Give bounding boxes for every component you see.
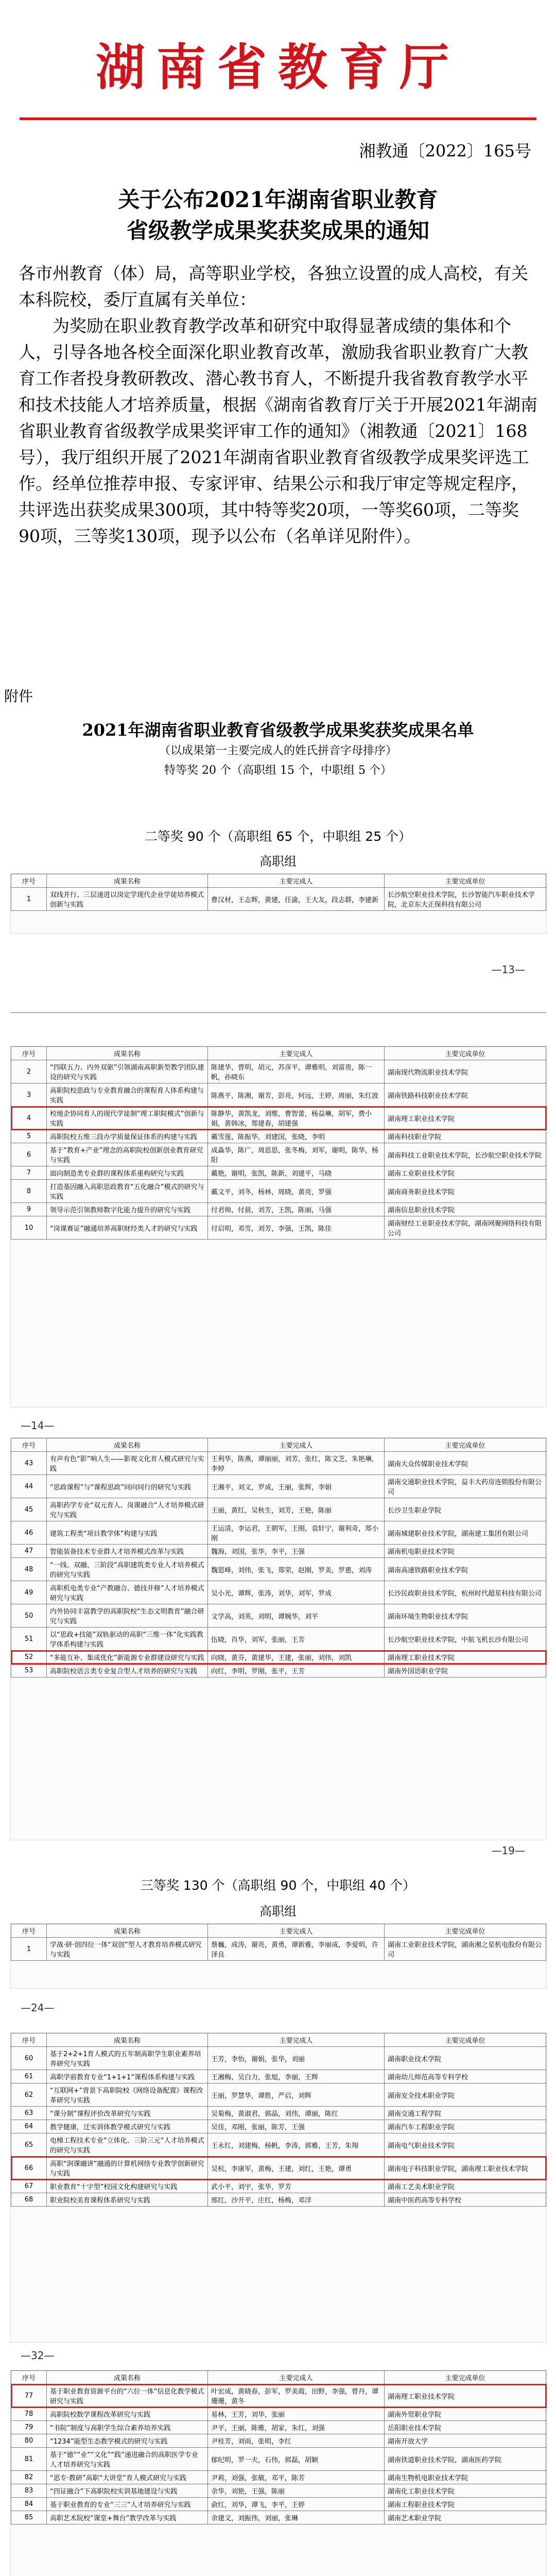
- table-row: [11, 2180, 546, 2193]
- header-name: 成果名称: [47, 1438, 208, 1452]
- header-idx: 序号: [11, 874, 47, 888]
- table-row: [11, 2047, 546, 2070]
- row-name: “四联五力、内外双驱”引领湖南高职新型教学团队建设的研究与实践: [47, 1060, 208, 1083]
- row-name: 面向制造类专业群的课程体系重构研究与实践: [47, 1166, 208, 1180]
- row-unit: 湖南工艺美术职业学院: [385, 2180, 546, 2193]
- row-people: 尹平，王丽，陈雅，胡家，朱红，刘强: [208, 2421, 385, 2434]
- row-unit: 湖南工业职业技术学院，湖南湘之星机电股份有限公司: [385, 1938, 546, 1961]
- row-people: 戴文平，刘冬，杨林，周晓，黄亮，罗强: [208, 1180, 385, 1203]
- row-name: 基于2+2+1育人模式的五年制高职学生职业素养培养研究与实践: [47, 2047, 208, 2070]
- row-name: 高职院校语言类专业复合型人才培养的研究与实践: [47, 1664, 208, 1677]
- special-prize-summary: 特等奖 20 个（高职组 15 个，中职组 5 个）: [164, 764, 392, 777]
- table-row: [11, 1060, 546, 1083]
- row-name: 学战·研·创四位一体“双创”型人才教育培养模式研究与实践: [47, 1938, 208, 1961]
- row-people: 吴菊梅，黄淑君，郭晶，刘伟，谭丽，陈红: [208, 2107, 385, 2120]
- row-idx: 10: [11, 1216, 47, 1240]
- row-people: 王运清，李运君，王朝军，王刚，袁轩宁，谢利奇，郑小刚: [208, 1521, 385, 1545]
- award-table: [11, 1438, 546, 1677]
- row-idx: 67: [11, 2180, 47, 2193]
- row-people: 王利华，陈燕，谭丽丽，刘芳，张红，陈文芝，朱艳琳，李婷: [208, 1452, 385, 1475]
- header-people: 主要完成人: [208, 1924, 385, 1938]
- group-heading: 高职组: [259, 1904, 297, 1919]
- row-idx: 50: [11, 1604, 47, 1628]
- row-idx: 84: [11, 2498, 47, 2511]
- table-row: [11, 1143, 546, 1166]
- table-row: [11, 2120, 546, 2133]
- row-people: 邢红，沙开平，庄红，杨梅，邓洋: [208, 2193, 385, 2207]
- page-mark: —14—: [21, 1419, 55, 1432]
- row-unit: 湖南化工职业技术学院: [385, 2484, 546, 2498]
- table-block-2: [10, 1046, 547, 1408]
- row-idx: 5: [11, 1130, 47, 1143]
- row-name: 基于“德”“业”“文化”“践”递进融合的高职医学专业人才培养研究与实践: [47, 2448, 208, 2471]
- row-people: 王丽，罗慧华，谭胜，严启，刘辉: [208, 2083, 385, 2107]
- table-block-4: [10, 1923, 547, 1989]
- row-name: 校地企协同育人的现代学徒制“理工职院模式”创新与实践: [47, 1107, 208, 1130]
- header-idx: 序号: [11, 1047, 47, 1060]
- table-row: [11, 1651, 546, 1664]
- row-people: 余华，刘艳，王强，陈丽: [208, 2484, 385, 2498]
- table-row: [11, 2434, 546, 2448]
- row-unit: 湖南财经工业职业技术学院，湖南网聚网络科技有限公司: [385, 1216, 546, 1240]
- table-row: [11, 1604, 546, 1628]
- row-people: 武小平，刘宇，张华，罗芳: [208, 2180, 385, 2193]
- row-name: 内外协同丰富教学的高职院校“生态文明教育”融合研究与实践: [47, 1604, 208, 1628]
- header-unit: 主要完成单位: [385, 1438, 546, 1452]
- table-row: [11, 1558, 546, 1581]
- row-unit: 湖南交通工程学院: [385, 2107, 546, 2120]
- row-idx: 9: [11, 1203, 47, 1216]
- table-row: [11, 2511, 546, 2524]
- row-name: 职业教育“十字型”校园文化构建研究与实践: [47, 2180, 208, 2193]
- header-people: 主要完成人: [208, 874, 385, 888]
- row-name: 高职机电类专业“产教融合、德技并修”人才培养模式研究与实践: [47, 1581, 208, 1604]
- table-row: [11, 2107, 546, 2120]
- row-idx: 53: [11, 1664, 47, 1677]
- header-unit: 主要完成单位: [385, 1047, 546, 1060]
- title-line-2: 省级教学成果奖获奖成果的通知: [126, 218, 429, 243]
- row-idx: 78: [11, 2408, 47, 2421]
- table-row: [11, 2498, 546, 2511]
- table-row: [11, 1628, 546, 1651]
- row-people: 叶宏成，黄晓春，彭军，罗美霞，田野，李强，曾丹，谭珊珊，黄冬: [208, 2384, 385, 2408]
- row-people: 王芳，李怡，谢娟，张华，刘丽: [208, 2047, 385, 2070]
- third-prize-heading: 三等奖 130 个（高职组 90 个，中职组 40 个）: [140, 1878, 416, 1893]
- row-unit: 湖南理工职业技术学院: [385, 2384, 546, 2408]
- group-heading: 高职组: [259, 854, 297, 869]
- table-row: [11, 1180, 546, 1203]
- row-people: 郁纪明，罗一夫，石伟，郭磊，胡颖: [208, 2448, 385, 2471]
- table-row: [11, 1581, 546, 1604]
- header-name: 成果名称: [47, 2371, 208, 2384]
- row-idx: 45: [11, 1498, 47, 1521]
- row-unit: 长沙民政职业技术学院，杭州时代超星科技有限公司: [385, 1581, 546, 1604]
- row-people: 文学高，刘英，刘明，谭婉华，刘平: [208, 1604, 385, 1628]
- header-unit: 主要完成单位: [385, 2033, 546, 2047]
- row-idx: 81: [11, 2448, 47, 2471]
- row-people: 伍晓，肖华，刘军，张丽，王芳: [208, 1628, 385, 1651]
- row-unit: 湖南工程职业技术学院: [385, 2498, 546, 2511]
- table-row: [11, 1664, 546, 1677]
- header-idx: 序号: [11, 2033, 47, 2047]
- row-unit: 湖南科技职业学院: [385, 1130, 546, 1143]
- row-idx: 2: [11, 1060, 47, 1083]
- row-name: “互联网+”背景下高职院校《网络设备配置》课程改革研究与实践: [47, 2083, 208, 2107]
- row-idx: 64: [11, 2120, 47, 2133]
- row-unit: 湖南商务职业技术学院: [385, 1180, 546, 1203]
- row-people: 王湘梅，吴白力，张旭，李丽，王辉: [208, 2070, 385, 2083]
- row-people: 成淼华，陈广，周思思，张冬梅，刘军，谢明，陈华，杨阳: [208, 1143, 385, 1166]
- row-unit: 湖南职业技术学院: [385, 2047, 546, 2070]
- table-row: [11, 2448, 546, 2471]
- row-idx: 66: [11, 2157, 47, 2180]
- row-idx: 65: [11, 2133, 47, 2157]
- row-idx: 80: [11, 2434, 47, 2448]
- row-unit: 湖南现代物流职业技术学院: [385, 1060, 546, 1083]
- row-name: “一线、双融、三阶段”高职建筑类专业人才培养模式的研究与实践: [47, 1558, 208, 1581]
- annex-label: 附件: [4, 688, 33, 705]
- row-idx: 49: [11, 1581, 47, 1604]
- row-idx: 1: [11, 1938, 47, 1961]
- row-people: 陈燕平，陈湘，谢芳，彭亮，何远，王婷，周丽，朱红波: [208, 1083, 385, 1107]
- table-row: [11, 2421, 546, 2434]
- row-unit: 长沙航空职业技术学院，长沙智能汽车职业技术学院，北京东大正保科技有限公司: [385, 888, 546, 911]
- row-people: 向红，李明，罗刚，张平，王芳: [208, 1664, 385, 1677]
- row-idx: 1: [11, 888, 47, 911]
- row-name: “四证融合”下高职院校实训基地建设与实践: [47, 2484, 208, 2498]
- table-row: [11, 1475, 546, 1498]
- row-unit: 湖南艺术职业学院: [385, 2511, 546, 2524]
- row-unit: 湖南环境生物职业技术学院: [385, 1604, 546, 1628]
- row-people: 付君帅，付晨，刘芳，王凯，陈丽，马强: [208, 1203, 385, 1216]
- row-idx: 43: [11, 1452, 47, 1475]
- row-people: 魏恩峰，刘伟，张飞，郑荣，赵刚，罗美，罗惠，刘涛: [208, 1558, 385, 1581]
- row-idx: 4: [11, 1107, 47, 1130]
- award-table: [11, 874, 546, 911]
- table-row: [11, 1938, 546, 1961]
- header-name: 成果名称: [47, 2033, 208, 2047]
- award-table: [11, 1046, 546, 1240]
- table-row: [11, 2070, 546, 2083]
- header-people: 主要完成人: [208, 1047, 385, 1060]
- row-unit: 湖南城建职业技术学院，湖南建工集团有限公司: [385, 1521, 546, 1545]
- row-name: 高职“润课融讲”融通的计算机网络专业教学创新研究与实践: [47, 2157, 208, 2180]
- row-unit: 湖南生物机电职业技术学院: [385, 2471, 546, 2484]
- row-unit: 湖南高速铁路职业技术学院: [385, 1558, 546, 1581]
- row-unit: 湖南中医药高等专科学校: [385, 2193, 546, 2207]
- row-people: 陈建华，曾明，胡元，苏彦平，谭雅明，刘富贵，陈一帆，孙晓东: [208, 1060, 385, 1083]
- row-unit: 湖南安全技术职业学院: [385, 2083, 546, 2107]
- row-name: “多能互补、集成优化”新能源专业群建设研究与实践: [47, 1651, 208, 1664]
- row-idx: 52: [11, 1651, 47, 1664]
- row-idx: 3: [11, 1083, 47, 1107]
- row-people: 付启明，邓雪，刘芳，李强，王凯，陈佳: [208, 1216, 385, 1240]
- table-block-5: [10, 2032, 547, 2343]
- header-idx: 序号: [11, 1924, 47, 1938]
- row-people: 王湘平，刘文，罗成，王丽，张辉，李娟: [208, 1475, 385, 1498]
- row-name: 高职学前教育专业“1+1+1”课程体系构建与实践: [47, 2070, 208, 2083]
- row-people: 王永红，刘建梅，杨帆，李涛，郭雅，王芳，朱翔: [208, 2133, 385, 2157]
- table-row: [11, 2484, 546, 2498]
- table-row: [11, 2157, 546, 2180]
- row-people: 尹桂芳，刘雨，张明，李红: [208, 2434, 385, 2448]
- row-unit: 湖南理工职业技术学院: [385, 1651, 546, 1664]
- row-name: 电梯工程技术专业“立体化、三阶三元”人才培养模式的研究与实践: [47, 2133, 208, 2157]
- row-name: 智能装备技术专业群人才培养模式改革与实践: [47, 1545, 208, 1558]
- table-row: [11, 2471, 546, 2484]
- page-mark: —19—: [491, 1844, 525, 1857]
- row-name: 高职艺术院校“课堂+舞台”教学改革与实践: [47, 2511, 208, 2524]
- row-name: “书院”制度与高职学生综合素养培养实践: [47, 2421, 208, 2434]
- row-name: 基于职业教育资源平台的“六位一体”信息化教学模式研究与实践: [47, 2384, 208, 2408]
- row-people: 魏海，刘国，张华，李平，王强: [208, 1545, 385, 1558]
- second-prize-heading: 二等奖 90 个（高职组 65 个，中职组 25 个）: [144, 829, 412, 844]
- row-unit: 湖南信息职业技术学院: [385, 1203, 546, 1216]
- row-idx: 48: [11, 1558, 47, 1581]
- row-idx: 8: [11, 1180, 47, 1203]
- row-people: 戴雪莲，陈振华，刘建国，张晓，李明: [208, 1130, 385, 1143]
- row-idx: 47: [11, 1545, 47, 1558]
- row-unit: 湖南幼儿师范高等专科学校: [385, 2070, 546, 2083]
- header-name: 成果名称: [47, 874, 208, 888]
- row-name: 职业院校美育课程体系研究与实践: [47, 2193, 208, 2207]
- table-row: [11, 1166, 546, 1180]
- row-people: 向晓，黄芬，黄建华，王建，张丽，刘伟，刘凯: [208, 1651, 385, 1664]
- row-unit: 长沙卫生职业学院: [385, 1498, 546, 1521]
- row-unit: 岳阳职业技术学院: [385, 2421, 546, 2434]
- notice-body: [19, 260, 537, 549]
- row-people: 吴杭，李康军，黄梅，王建，刘红，王艳，谭勇: [208, 2157, 385, 2180]
- row-people: 戴艳，谢明，张凯，陈新，刘建平，马晓: [208, 1166, 385, 1180]
- header-people: 主要完成人: [208, 2371, 385, 2384]
- table-block-6: [10, 2370, 547, 2576]
- row-idx: 7: [11, 1166, 47, 1180]
- table-row: [11, 2133, 546, 2157]
- header-unit: 主要完成单位: [385, 1924, 546, 1938]
- row-unit: 湖南交通职业技术学院，益丰大药房连锁股份有限公司: [385, 1475, 546, 1498]
- row-name: 双线并行、三层递进以岗定学现代企业学徒培养模式创新与实践: [47, 888, 208, 911]
- row-idx: 85: [11, 2511, 47, 2524]
- row-people: 尹莉，刘强，张敏，邓平，陈芳: [208, 2471, 385, 2484]
- row-name: 以“思政+技能”双轨驱动的高职“三维一体”化实践教学体系构建与实践: [47, 1628, 208, 1651]
- row-idx: 61: [11, 2070, 47, 2083]
- row-name: 领导示范引领教师数字化能力提升的研究与实践: [47, 1203, 208, 1216]
- table-row: [11, 2083, 546, 2107]
- row-name: 基于职业教育的专业“三三”人才培养研究与实践: [47, 2498, 208, 2511]
- award-table: [11, 1924, 546, 1961]
- row-name: 基于“教育+产业”理念的高职院校创新创业教育研究与实践: [47, 1143, 208, 1166]
- row-idx: 68: [11, 2193, 47, 2207]
- row-name: 高职院校思政与专业教育融合的课程育人体系构建与实践: [47, 1083, 208, 1107]
- row-people: 易林，王芳，刘华，张丽: [208, 2408, 385, 2421]
- table-row: [11, 1130, 546, 1143]
- row-unit: 湖南外贸职业学院: [385, 2408, 546, 2421]
- row-name: “课分制”课程评价改革研究与实践: [47, 2107, 208, 2120]
- table-row: [11, 1203, 546, 1216]
- masthead: 湖南省教育厅: [96, 38, 460, 96]
- row-idx: 60: [11, 2047, 47, 2070]
- row-name: 高职药学专业“双元育人、岗课融合”人才培养模式研究与实践: [47, 1498, 208, 1521]
- table-row: [11, 1216, 546, 1240]
- table-block-3: [10, 1437, 547, 1840]
- row-unit: 湖南理工职业技术学院: [385, 1107, 546, 1130]
- row-unit: 湖南开放大学: [385, 2434, 546, 2448]
- table-row: [11, 1107, 546, 1130]
- row-name: 教学健康，迁实训体教学模式研究与实践: [47, 2120, 208, 2133]
- table-row: [11, 1545, 546, 1558]
- award-table: [11, 2033, 546, 2207]
- red-divider: [20, 117, 536, 120]
- table-row: [11, 2384, 546, 2408]
- row-idx: 46: [11, 1521, 47, 1545]
- header-name: 成果名称: [47, 1924, 208, 1938]
- row-unit: 湖南电子科技职业学院，湖南理工职业技术学院: [385, 2157, 546, 2180]
- row-people: 曹汉材，王志辉，黄建，任渝，王大友，段志群，李建新: [208, 888, 385, 911]
- row-people: 俞红，刘华，谭飞，李平，王婷: [208, 2498, 385, 2511]
- row-idx: 82: [11, 2471, 47, 2484]
- row-unit: 湖南大众传媒职业技术学院: [385, 1452, 546, 1475]
- row-idx: 44: [11, 1475, 47, 1498]
- row-unit: 湖南外国语职业学院: [385, 1664, 546, 1677]
- row-name: 高职院校数学课程改革研究与实践: [47, 2408, 208, 2421]
- row-name: 高职院校五维三段办学质量保证体系的构建与实践: [47, 1130, 208, 1143]
- row-unit: 湖南科技工业职业技术学院，长沙航空职业技术学院: [385, 1143, 546, 1166]
- row-unit: 湖南工业职业技术学院: [385, 1166, 546, 1180]
- header-name: 成果名称: [47, 1047, 208, 1060]
- annex-title: 2021年湖南省职业教育省级教学成果奖获奖成果名单: [82, 720, 474, 740]
- row-unit: 湖南铁道职业技术学院，湖南医药学院: [385, 2448, 546, 2471]
- row-idx: 77: [11, 2384, 47, 2408]
- header-people: 主要完成人: [208, 2033, 385, 2047]
- row-people: 蔡巍，成涛，谢亮，黄勇，谭新雅，李丽成，李爱明，许泽良: [208, 1938, 385, 1961]
- row-idx: 62: [11, 2083, 47, 2107]
- header-idx: 序号: [11, 2371, 47, 2384]
- table-row: [11, 1498, 546, 1521]
- award-table: [11, 2370, 546, 2524]
- row-people: 王丽，黄红，吴秋生，刘芳，王艳，陈丽: [208, 1498, 385, 1521]
- annex-note: （以成果第一主要完成人的姓氏拼音字母排序）: [159, 744, 397, 757]
- header-unit: 主要完成单位: [385, 2371, 546, 2384]
- row-name: “思政课程”与“课程思政”同向同行的研究与实践: [47, 1475, 208, 1498]
- row-name: 有声有色“影”响人生——影视文化育人模式研究与实践: [47, 1452, 208, 1475]
- table-row: [11, 888, 546, 911]
- row-idx: 63: [11, 2107, 47, 2120]
- page-mark: —32—: [21, 2349, 55, 2362]
- row-people: 余建文，刘振伟，刘丽，张琳: [208, 2511, 385, 2524]
- recipients: 各市州教育（体）局，高等职业学校，各独立设置的成人高校，有关本科院校，委厅直属有关单位：: [19, 263, 528, 310]
- row-unit: 湖南铁路科技职业技术学院: [385, 1083, 546, 1107]
- row-unit: 湖南机电职业技术学院: [385, 1545, 546, 1558]
- table-row: [11, 1521, 546, 1545]
- header-people: 主要完成人: [208, 1438, 385, 1452]
- page-mark: —13—: [491, 963, 525, 976]
- row-people: 陈静华，黄凯龙，刘维，曹智蕾，杨益琳，胡军，费小娟，黄韩冰，郑建春，胡建强: [208, 1107, 385, 1130]
- row-name: “1234”能型生态教学模式的研究与实践: [47, 2434, 208, 2448]
- table-row: [11, 2193, 546, 2207]
- row-unit: 长沙航空职业技术学院，中航飞机长沙有限公司: [385, 1628, 546, 1651]
- body-paragraph: 为奖励在职业教育教学改革和研究中取得显著成绩的集体和个人，引导各地各校全面深化职业教育改革，激励我省职业教育广大教育工作者投身教研教改、潜心教书育人，不断提升我省教育教学水平和技术技能人才培养质量，根据《湖南省教育厅关于开展2021年湖南省职业教育省级教学成果奖评审工作的通知》（湘教通〔2021〕168号），我厅组织开展了2021年湖南省职业教育省级教学成果奖评选工作。经单位推荐申报、专家评审、结果公示和我厅审定等规定程序，共评选出获奖成果300项，其中特等奖20项，一等奖60项，二等奖90项，三等奖130项，现予以公布（名单详见附件）。: [19, 316, 537, 546]
- doc-number: 湘教通〔2022〕165号: [359, 141, 531, 161]
- row-unit: 湖南电气职业技术学院: [385, 2133, 546, 2157]
- row-idx: 51: [11, 1628, 47, 1651]
- table-block-1: [10, 873, 547, 934]
- row-people: 吴小光，谭辉，张涛，刘华，刘军，罗成: [208, 1581, 385, 1604]
- header-idx: 序号: [11, 1438, 47, 1452]
- row-name: “思专·教研”高职“大讲堂”育人模式研究与实践: [47, 2471, 208, 2484]
- row-people: 吴佳，邓刚，张丽，陈芳，王强: [208, 2120, 385, 2133]
- divider: [10, 1012, 546, 1013]
- row-idx: 79: [11, 2421, 47, 2434]
- row-name: “岗课赛证”融通培养高职财经类人才的研究与实践: [47, 1216, 208, 1240]
- row-unit: 湖南汽车工程职业学院: [385, 2120, 546, 2133]
- row-name: 建筑工程类“项目教学体”构建与实践: [47, 1521, 208, 1545]
- table-row: [11, 2408, 546, 2421]
- row-idx: 6: [11, 1143, 47, 1166]
- header-unit: 主要完成单位: [385, 874, 546, 888]
- table-row: [11, 1083, 546, 1107]
- row-name: 打造基因融入高职思政教育“五化融合”模式的研究与实践: [47, 1180, 208, 1203]
- title-line-1: 关于公布2021年湖南省职业教育: [118, 187, 438, 212]
- table-row: [11, 1452, 546, 1475]
- page-mark: —24—: [21, 2002, 55, 2014]
- row-idx: 83: [11, 2484, 47, 2498]
